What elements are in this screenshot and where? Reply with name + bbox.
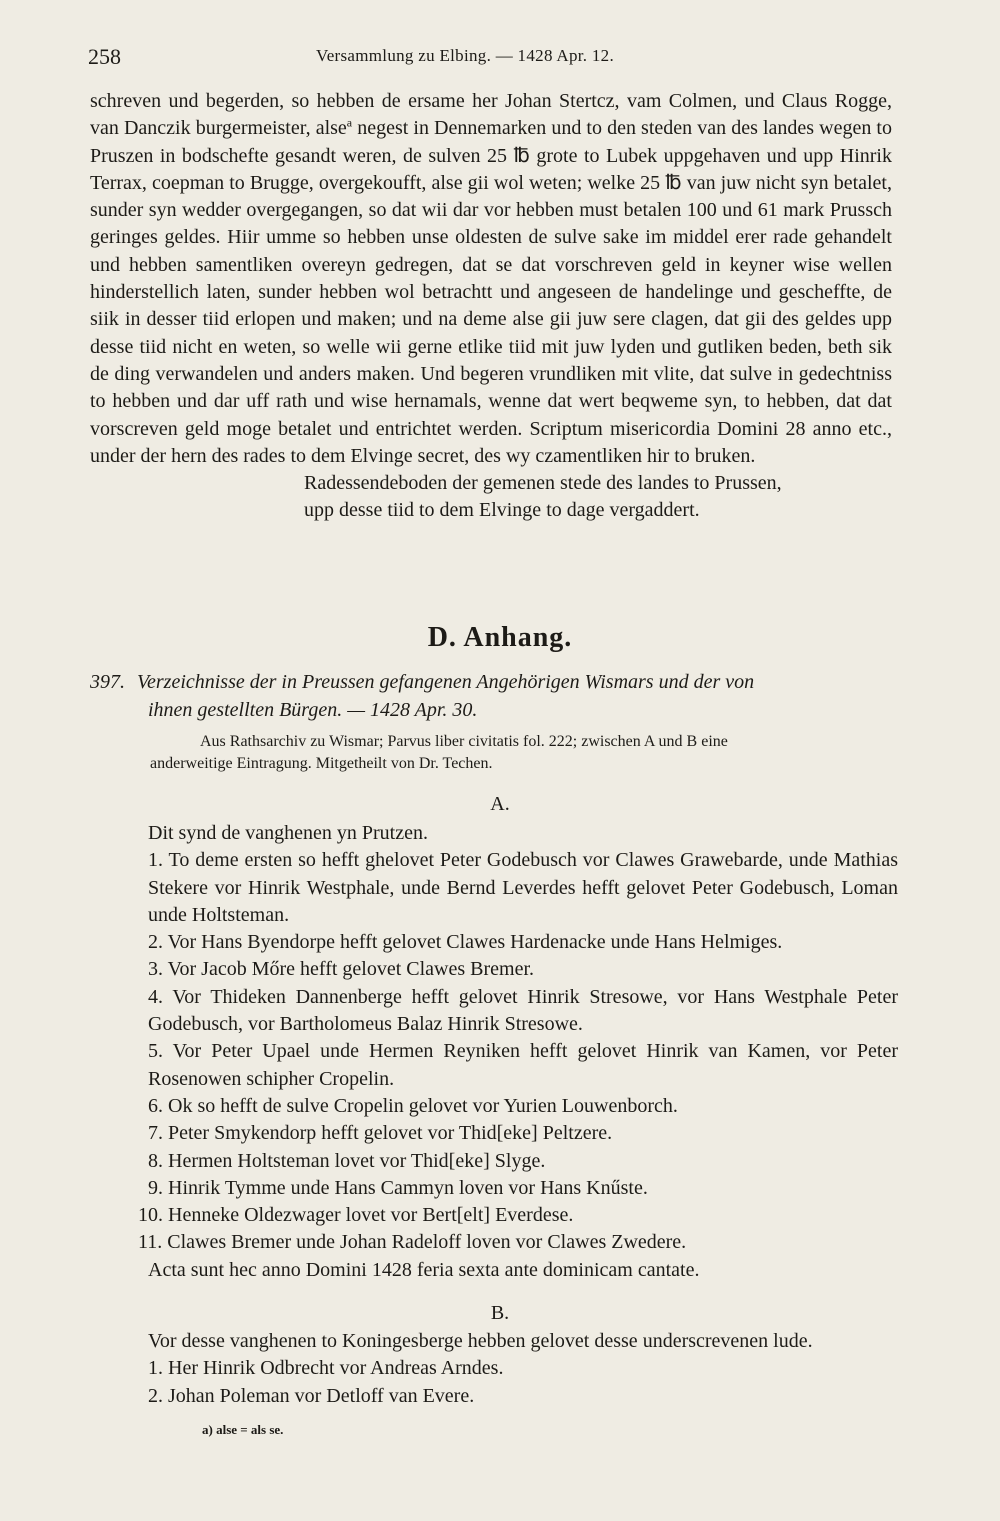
- source-line-1: Aus Rathsarchiv zu Wismar; Parvus liber civitatis fol. 222; zwischen A und B eine: [200, 733, 728, 750]
- list-item: 1. To deme ersten so hefft ghelovet Peter Godebusch vor Clawes Grawebarde, unde Mathias Stekere vor Hinrik Westphale, unde Bernd Leverdes hefft gelovet Peter Godebusch, Loman unde Holtsteman.: [148, 849, 898, 926]
- list-item: 3. Vor Jacob Mőre hefft gelovet Clawes Bremer.: [148, 958, 535, 981]
- list-item: 6. Ok so hefft de sulve Cropelin gelovet vor Yurien Louwenborch.: [148, 1094, 678, 1117]
- list-item: 8. Hermen Holtsteman lovet vor Thid[eke] Slyge.: [148, 1149, 546, 1172]
- part-b-heading: B.: [490, 1302, 510, 1324]
- list-item: 4. Vor Thideken Dannenberge hefft gelovet Hinrik Stresowe, vor Hans Westphale Peter Godebusch, vor Bartholomeus Balaz Hinrik Stresowe.: [148, 985, 898, 1036]
- footnote: a) alse = als se.: [202, 1422, 284, 1437]
- list-item: 9. Hinrik Tymme unde Hans Cammyn loven vor Hans Knűste.: [148, 1176, 648, 1199]
- signoff-line-2: upp desse tiid to dem Elvinge to dage vergaddert.: [304, 499, 700, 522]
- list-item: 2. Johan Poleman vor Detloff van Evere.: [148, 1384, 475, 1407]
- part-b-list: [90, 1328, 898, 1410]
- list-item: 2. Vor Hans Byendorpe hefft gelovet Clawes Hardenacke unde Hans Helmiges.: [148, 931, 783, 954]
- source-line-2: anderweitige Eintragung. Mitgetheilt von Dr. Techen.: [150, 755, 493, 772]
- source-note: [150, 731, 900, 775]
- list-item: 5. Vor Peter Upael unde Hermen Reyniken hefft gelovet Hinrik van Kamen, vor Peter Rosenowen schipher Cropelin.: [148, 1040, 898, 1090]
- part-a-heading: A.: [490, 793, 510, 815]
- signoff-line-1: Radessendeboden der gemenen stede des landes to Prussen,: [304, 472, 782, 495]
- part-a-list: [90, 820, 898, 1284]
- running-head: Versammlung zu Elbing. — 1428 Apr. 12.: [316, 46, 615, 65]
- page-number: 258: [88, 44, 121, 69]
- list-item: 7. Peter Smykendorp hefft gelovet vor Thid[eke] Peltzere.: [148, 1122, 613, 1145]
- part-a-intro: Dit synd de vanghenen yn Prutzen.: [148, 822, 428, 844]
- list-item: 10. Henneke Oldezwager lovet vor Bert[elt] Everdese.: [138, 1204, 574, 1227]
- document-heading: [90, 668, 902, 724]
- list-item: 1. Her Hinrik Odbrecht vor Andreas Arndes.: [148, 1357, 504, 1380]
- part-a-closing: Acta sunt hec anno Domini 1428 feria sexta ante dominicam cantate.: [148, 1258, 700, 1281]
- paragraph-text-start: schreven und begerden, so hebben de ersame her Johan Stertcz, vam Colmen, und Claus Rogge, van Danczik burgermeister, alse: [90, 90, 892, 140]
- letter-paragraph: [90, 88, 892, 470]
- document-title-line-2: ihnen gestellten Bürgen. — 1428 Apr. 30.: [148, 699, 478, 721]
- document-title-line-1: Verzeichnisse der in Preussen gefangenen Angehörigen Wismars und der von: [137, 671, 755, 693]
- footnote-marker: a: [346, 115, 353, 130]
- section-title: D. Anhang.: [427, 622, 573, 653]
- list-item: 11. Clawes Bremer unde Johan Radeloff loven vor Clawes Zwedere.: [138, 1231, 687, 1254]
- document-number: 397.: [90, 671, 125, 693]
- paragraph-text-rest: negest in Dennemarken und to den steden van des landes wegen to Pruszen in bodschefte gesandt weren, de sulven 25 ℔ grote to Lubek uppgehaven und upp Hinrik Terrax, coepman to Brugge, overgekoufft, alse gii wol weten; welke 25 ℔ van juw nicht syn betalet, sunder syn wedder overgegangen, so dat wii dar vor hebben must betalen 100 und 61 mark Prussch geringes geldes. Hiir umme so hebben unse oldesten de sulve sake im middel erer rade gehandelt und hebben samentliken overeyn gedregen, dat se dat vorschreven geld in keyner wise wellen hinderstellich laten, sunder hebben wol betrachtt und angeseen de handelinge und gescheffte, de siik in desser tiid erlopen und maken; und na deme alse gii juw sere clagen, dat gii des geldes upp desse tiid nicht en weten, so welle wii gerne etlike tiid mit juw lyden und gutliken beden, beth sik de ding verwandelen und anders maken. Und begeren vrundliken mit vlite, dat sulve in gedechtniss to hebben und dar uff rath und wise hernamals, wenne dat wert beqweme syn, to hebben, dat dat vorscreven geld moge betalet und entrichtet werden. Scriptum misericordia Domini 28 anno etc., under der hern des rades to dem Elvinge secret, des wy czamentliken hir to bruken.: [90, 117, 892, 467]
- letter-body: [90, 88, 892, 525]
- page-header: [88, 44, 900, 74]
- part-b-intro: Vor desse vanghenen to Koningesberge hebben gelovet desse underscrevenen lude.: [148, 1330, 813, 1352]
